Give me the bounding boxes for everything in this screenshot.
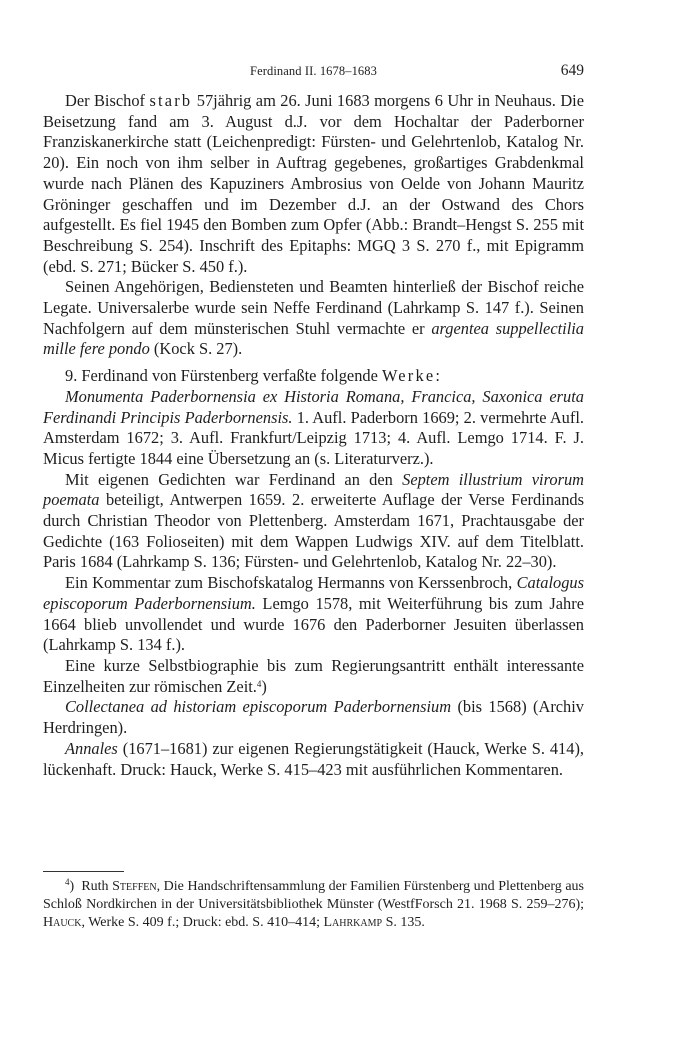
author-name: Lahrkamp [323, 915, 383, 930]
running-head [43, 62, 584, 82]
footnote-4: $^4$) Ruth Steffen, Die Handschriftensammlung der Familien Fürstenberg und Plettenberg aus Schloß Nordkirchen in der Universitätsbibliothek Münster (WestfForsch 21. 1968 S. 259–276); Hauck, Werke S. 409 f.; Druck: ebd. S. 410–414; Lahrkamp S. 135. [43, 877, 584, 930]
work-title: Catalogus episcoporum Paderbornensium. [43, 573, 584, 613]
footnotes [43, 878, 584, 932]
paragraph-legacy: Seinen Angehörigen, Bediensteten und Beamten hinterließ der Bischof reiche Legate. Universalerbe wurde sein Neffe Ferdinand (Lahrkamp S. 147 f.). Seinen Nachfolgern auf dem münsterischen Stuhl vermachte er argentea suppellectilia mille fere pondo (Kock S. 27). [43, 277, 585, 359]
paragraph-poems: Mit eigenen Gedichten war Ferdinand an den Septem illustrium virorum poemata beteiligt, Antwerpen 1659. 2. erweiterte Auflage der Verse Ferdinands durch Christian Theodor von Plettenberg. Amsterdam 1671, Prachtausgabe der Gedichte (163 Folioseiten) mit dem Wappen Ludwigs XIV. auf dem Titelblatt. Paris 1684 (Lahrkamp S. 136; Fürsten- und Gelehrtenlob, Katalog Nr. 22–30). [43, 469, 584, 572]
footnote-marker: 4 [65, 877, 70, 887]
paragraph-monumenta: Monumenta Paderbornensia ex Historia Romana, Francica, Saxonica eruta Ferdinandi Principis Paderbornensis. 1. Aufl. Paderborn 1669; 2. vermehrte Aufl. Amsterdam 1672; 3. Aufl. Frankfurt/Leipzig 1713; 4. Aufl. Lemgo 1714. F. J. Micus fertigte 1844 eine Übersetzung an (s. Literaturverz.). [43, 386, 584, 468]
work-title: Monumenta Paderbornensia ex Historia Romana, Francica, Saxonica eruta Ferdinandi Principis Paderbornensis. [43, 386, 584, 427]
author-name: Hauck [43, 915, 82, 930]
page-number: 649 [560, 62, 584, 79]
paragraph-annales: Annales (1671–1681) zur eigenen Regierungstätigkeit (Hauck, Werke S. 414), lückenhaft. Druck: Hauck, Werke S. 415–423 mit ausführlichen Kommentaren. [43, 738, 584, 779]
paragraph-catalogus: Ein Kommentar zum Bischofskatalog Hermanns von Kerssenbroch, Catalogus episcoporum Paderbornensium. Lemgo 1578, mit Weiterführung bis zum Jahre 1664 blieb unvollendet und wurde 1676 den Paderborner Jesuiten überlassen (Lahrkamp S. 134 f.). [43, 573, 584, 655]
footnote-reference[interactable]: 4 [256, 678, 262, 689]
paragraph-death: Der Bischof starb 57jährig am 26. Juni 1683 morgens 6 Uhr in Neuhaus. Die Beisetzung fand am 3. August d.J. vor dem Hochaltar der Paderborner Franziskanerkirche statt (Leichenpredigt: Fürsten- und Gelehrtenlob, Katalog Nr. 20). Ein noch von ihm selber in Auftrag gegebenes, großartiges Grabdenkmal wurde nach Plänen des Kapuziners Ambrosius von Oelde von Johann Mauritz Gröninger geschaffen und im Dezember d.J. an der Ostwand des Chors aufgestellt. Es fiel 1945 den Bomben zum Opfer (Abb.: Brandt–Hengst S. 255 mit Beschreibung S. 254). Inschrift des Epitaphs: MGQ 3 S. 270 f., mit Epigramm (ebd. S. 271; Bücker S. 450 f.). [43, 91, 585, 276]
work-title: Annales [65, 738, 118, 758]
footnote-divider [43, 871, 124, 872]
author-name: Steffen [112, 879, 157, 894]
section-heading-works: 9. Ferdinand von Fürstenberg verfaßte folgende Werke: [65, 366, 440, 386]
paragraph-autobiography: Eine kurze Selbstbiographie bis zum Regierungsantritt enthält interessante Einzelheiten zur römischen Zeit.$^4$) [43, 655, 584, 696]
latin-phrase: argentea suppellectilia mille fere pondo [43, 318, 585, 359]
body-text [43, 91, 584, 780]
work-title: Septem illustrium virorum poemata [43, 469, 584, 510]
paragraph-collectanea: Collectanea ad historiam episcoporum Paderbornensium (bis 1568) (Archiv Herdringen). [43, 697, 585, 738]
running-title: Ferdinand II. 1678–1683 [250, 64, 377, 78]
spaced-keyword: starb [149, 91, 193, 110]
work-title: Collectanea ad historiam episcoporum Paderbornensium [65, 697, 452, 717]
spaced-keyword: Werke [381, 366, 436, 386]
